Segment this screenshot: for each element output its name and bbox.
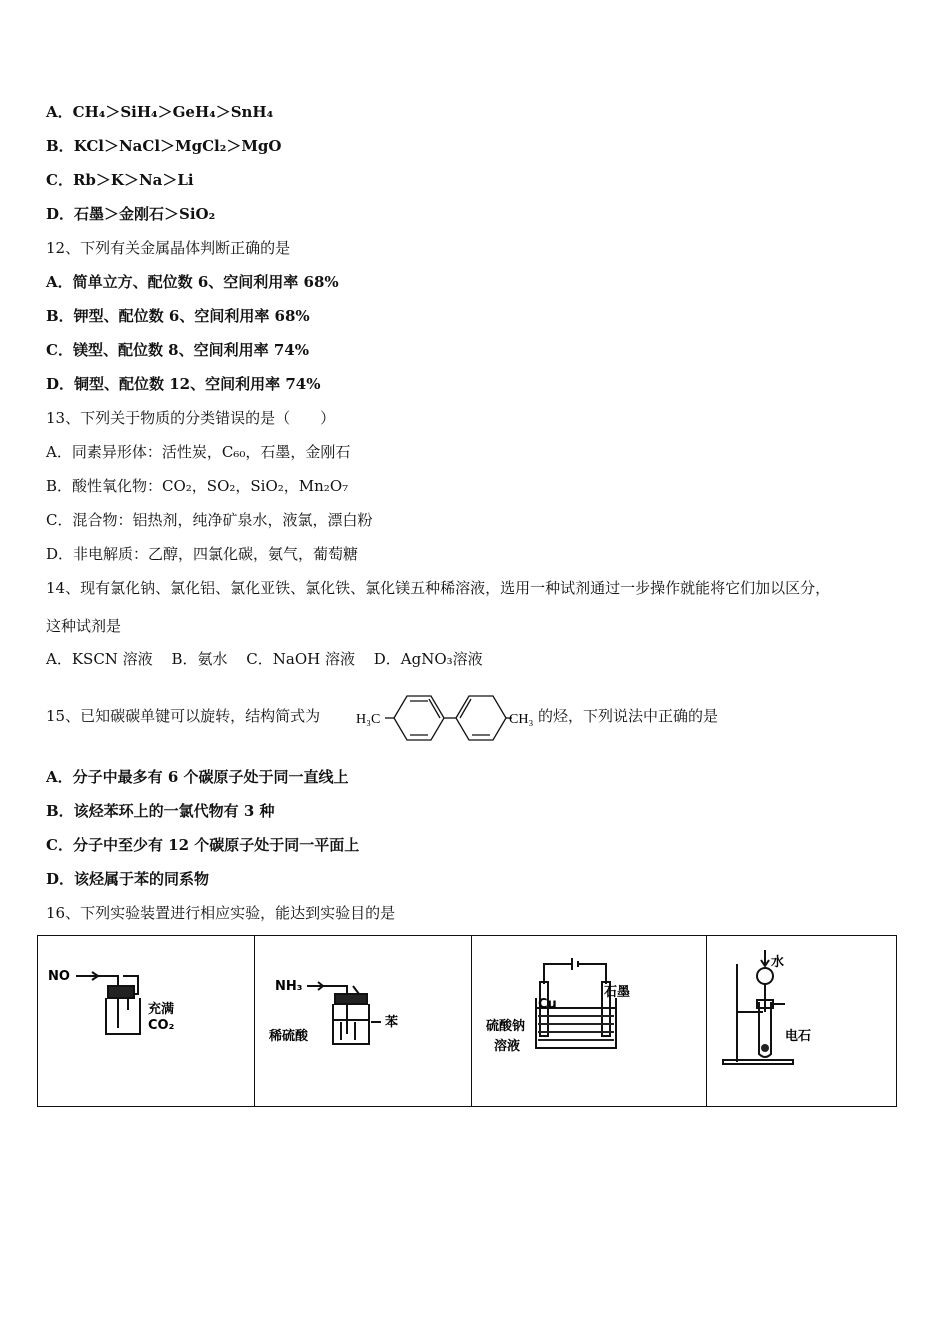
q11-option-a-prefix: A．	[46, 103, 73, 121]
apparatus-a	[38, 936, 255, 1107]
apparatus-a-fill-label: 充满	[148, 1002, 175, 1017]
q11-option-a-text: CH₄＞SiH₄＞GeH₄＞SnH₄	[72, 103, 274, 121]
q13-stem: 13、下列关于物质的分类错误的是（ ）	[46, 409, 336, 427]
q11-option-c-text: Rb＞K＞Na＞Li	[72, 171, 194, 189]
apparatus-c-graphite-label: 石墨	[604, 985, 631, 1000]
q11-option-a	[46, 102, 273, 122]
q14-option-a: A．KSCN 溶液	[46, 650, 153, 668]
apparatus-b-gas-label: NH₃	[275, 979, 303, 994]
q13-option-a: A．同素异形体：活性炭，C₆₀，石墨，金刚石	[46, 443, 351, 461]
q15-option-d: D．该烃属于苯的同系物	[46, 870, 210, 888]
q12-stem: 12、下列有关金属晶体判断正确的是	[46, 239, 291, 257]
q11-option-b	[46, 136, 281, 156]
q14-options	[46, 649, 483, 669]
q14-stem-line-2: 这种试剂是	[46, 617, 122, 635]
q11-option-d-text: 石墨＞金刚石＞SiO₂	[74, 205, 216, 223]
apparatus-c-solution-label-2: 溶液	[494, 1039, 521, 1054]
q15-stem	[46, 672, 906, 762]
q11-option-b-text: KCl＞NaCl＞MgCl₂＞MgO	[73, 137, 282, 155]
apparatus-b	[255, 936, 472, 1107]
apparatus-b-solvent-label: 苯	[385, 1015, 399, 1030]
apparatus-b-acid-label: 稀硫酸	[269, 1029, 309, 1044]
electrolysis-cell-icon	[472, 936, 706, 1108]
structure-right-methyl: CH₃	[509, 712, 534, 727]
apparatus-a-gas-content: CO₂	[148, 1018, 175, 1033]
q15-option-c: C．分子中至少有 12 个碳原子处于同一平面上	[46, 836, 360, 854]
q13-option-c: C．混合物：铝热剂，纯净矿泉水，液氯，漂白粉	[46, 511, 373, 529]
q11-option-c	[46, 170, 194, 190]
q14-option-d: D．AgNO₃溶液	[373, 650, 483, 668]
q16-stem: 16、下列实验装置进行相应实验，能达到实验目的是	[46, 904, 396, 922]
q11-option-d	[46, 204, 215, 224]
dimethylbiphenyl-structure-icon	[354, 672, 534, 752]
acetylene-generator-icon	[707, 936, 897, 1108]
apparatus-c-solution-label: 硫酸钠	[486, 1019, 526, 1034]
apparatus-c-copper-label: Cu	[538, 997, 558, 1012]
q15-option-a: A．分子中最多有 6 个碳原子处于同一直线上	[46, 768, 349, 786]
q13-option-b: B．酸性氧化物：CO₂，SO₂，SiO₂，Mn₂O₇	[46, 477, 349, 495]
q15-option-b: B．该烃苯环上的一氯代物有 3 种	[46, 802, 275, 820]
q11-option-c-prefix: C．	[46, 171, 73, 189]
q13-option-d: D．非电解质：乙醇，四氯化碳，氨气，葡萄糖	[46, 545, 359, 563]
apparatus-a-gas-label: NO	[48, 969, 70, 984]
structure-left-methyl: H₃C	[356, 712, 381, 727]
q12-option-b: B．钾型、配位数 6、空间利用率 68%	[46, 307, 310, 325]
gas-absorption-bottle-icon	[255, 936, 472, 1108]
q14-option-b: B．氨水	[171, 650, 228, 668]
q11-option-b-prefix: B．	[46, 137, 74, 155]
q15-stem-after: 的烃，下列说法中正确的是	[538, 707, 719, 725]
q16-apparatus-table	[37, 935, 897, 1107]
apparatus-d	[706, 936, 896, 1107]
q14-stem-line-1: 14、现有氯化钠、氯化铝、氯化亚铁、氯化铁、氯化镁五种稀溶液，选用一种试剂通过一步操作就能将它们加以区分，	[46, 579, 831, 597]
apparatus-d-water-label: 水	[770, 955, 784, 970]
q12-option-d: D．铜型、配位数 12、空间利用率 74%	[46, 375, 321, 393]
q15-stem-before: 15、已知碳碳单键可以旋转，结构简式为	[46, 707, 321, 725]
q11-option-d-prefix: D．	[46, 205, 75, 223]
apparatus-c	[472, 936, 706, 1107]
q12-option-c: C．镁型、配位数 8、空间利用率 74%	[46, 341, 309, 359]
apparatus-d-carbide-label: 电石	[784, 1029, 811, 1044]
q12-option-a: A．简单立方、配位数 6、空间利用率 68%	[46, 273, 339, 291]
q14-option-c: C．NaOH 溶液	[246, 650, 355, 668]
gas-bottle-icon	[38, 936, 255, 1108]
